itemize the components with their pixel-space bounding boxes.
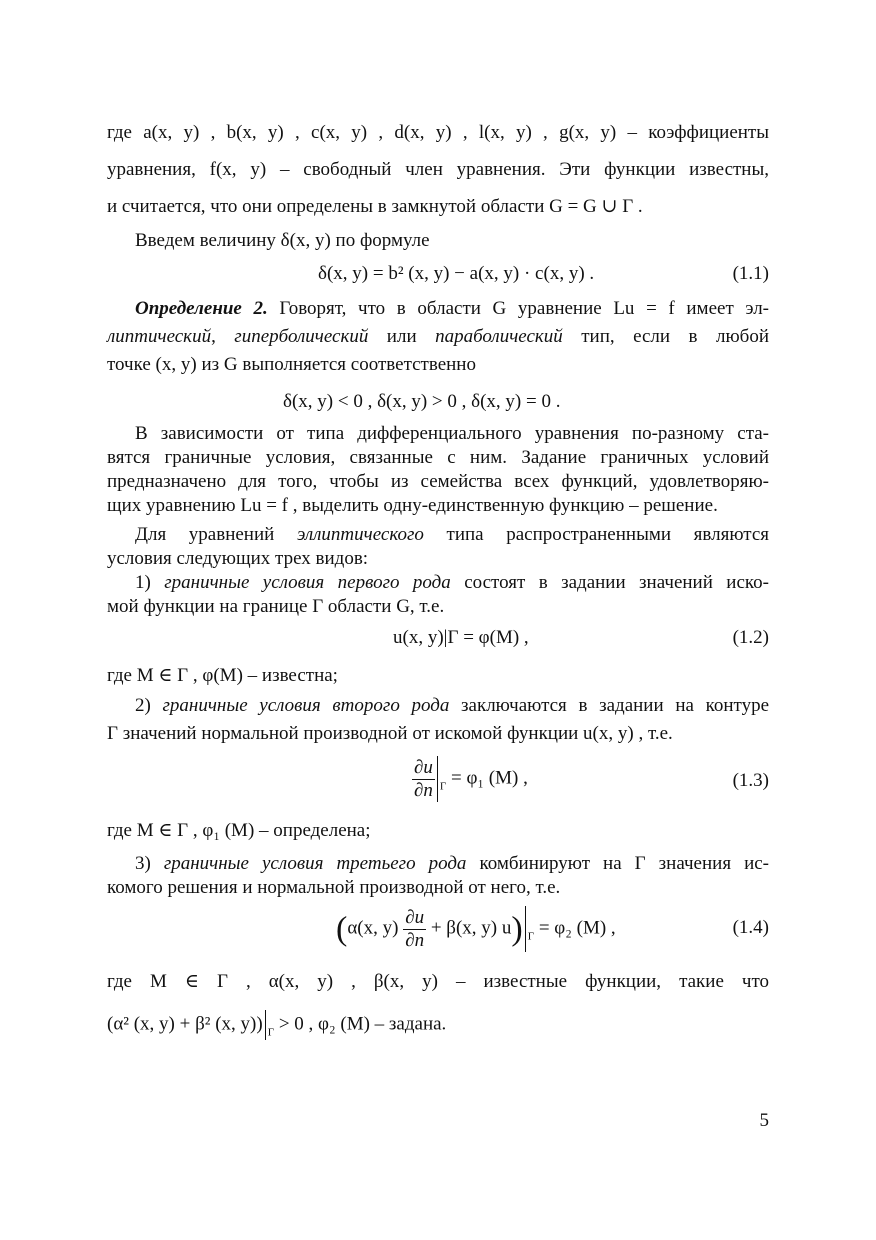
italic-term: граничные условия первого рода <box>164 572 451 593</box>
fraction <box>403 907 426 952</box>
italic-term: граничные условия второго рода <box>162 695 450 716</box>
evaluation-bar <box>437 756 438 802</box>
text-line: мой функции на границе Γ области G, т.е. <box>107 596 445 617</box>
text: состоят в задании значений иско- <box>450 572 769 593</box>
text: Для уравнений <box>135 524 275 545</box>
text-line <box>135 523 769 547</box>
text: комбинируют на Γ значения ис- <box>466 853 769 874</box>
italic-term: параболический <box>435 326 563 347</box>
text-line: где M ∈ Γ , φ₁ (M) – определена; <box>107 820 371 841</box>
equation-rhs: = φ₂ (M) , <box>538 917 616 939</box>
equation-term: (α² (x, y) + β² (x, y)) <box>107 1013 263 1035</box>
denominator: ∂n <box>414 779 433 801</box>
condition-equation: δ(x, y) < 0 , δ(x, y) > 0 , δ(x, y) = 0 . <box>283 391 561 412</box>
page-number: 5 <box>759 1110 769 1131</box>
numerator: ∂u <box>405 906 425 928</box>
numerator: ∂u <box>414 756 433 778</box>
subscript: Γ <box>267 1026 275 1039</box>
italic-term: эллиптического <box>296 524 424 545</box>
text-line <box>107 1010 769 1044</box>
paren-open: ( <box>336 910 348 948</box>
text: типа распространенными являются <box>446 524 769 545</box>
definition-line <box>107 325 769 349</box>
italic-term: липтический <box>107 326 212 347</box>
text-line: вятся граничные условия, связанные с ним. Задание граничных условий <box>107 447 769 468</box>
denominator: ∂n <box>405 929 425 951</box>
text-line <box>135 694 769 718</box>
equation-rhs: = φ₁ (M) , <box>451 767 528 789</box>
text-line: где a(x, y) , b(x, y) , c(x, y) , d(x, y) , l(x, y) , g(x, y) – коэффициенты <box>107 122 769 143</box>
equation-number: (1.3) <box>732 770 769 791</box>
text-line: В зависимости от типа дифференциального уравнения по-разному ста- <box>135 423 769 444</box>
italic-term: граничные условия третьего рода <box>163 853 467 874</box>
text-line: где M ∈ Γ , φ(M) – известна; <box>107 665 338 686</box>
text: тип, если в любой <box>562 326 769 347</box>
text-line: Γ значений нормальной производной от искомой функции u(x, y) , т.е. <box>107 723 673 744</box>
text-line: уравнения, f(x, y) – свободный член уравнения. Эти функции известны, <box>107 159 769 180</box>
equation-number: (1.2) <box>732 627 769 648</box>
text-line: точке (x, y) из G выполняется соответственно <box>107 354 476 375</box>
text: , <box>211 326 235 347</box>
text: 1) <box>135 572 165 593</box>
text-line: и считается, что они определены в замкнутой области G = G ∪ Γ . <box>107 196 643 217</box>
definition-label: Определение 2. <box>135 298 268 319</box>
equation-1-2: u(x, y)|Γ = φ(M) , <box>393 627 529 648</box>
equation-1-4 <box>336 906 616 952</box>
evaluation-bar <box>525 906 526 952</box>
subscript: Γ <box>527 930 535 943</box>
equation-1-3 <box>412 756 528 802</box>
equation-number: (1.1) <box>732 263 769 284</box>
text: > 0 , φ₂ (M) – задана. <box>278 1013 447 1035</box>
text-line: предназначено для того, чтобы из семейства всех функций, удовлетворяю- <box>107 471 769 492</box>
text-line: щих уравнению Lu = f , выделить одну-единственную функцию – решение. <box>107 495 718 516</box>
text-line: условия следующих трех видов: <box>107 548 369 569</box>
text-line: где M ∈ Γ , α(x, y) , β(x, y) – известные функции, такие что <box>107 971 769 992</box>
text-line: комого решения и нормальной производной от него, т.е. <box>107 877 561 898</box>
text-line <box>135 852 769 876</box>
text: или <box>368 326 436 347</box>
text-line <box>135 571 769 595</box>
evaluation-bar <box>265 1010 266 1040</box>
text: 2) <box>135 695 163 716</box>
subscript: Γ <box>439 780 447 793</box>
definition-line <box>135 297 769 321</box>
equation-term: + β(x, y) u <box>430 917 512 939</box>
definition-text: Говорят, что в области G уравнение Lu = f имеет эл- <box>279 298 769 319</box>
paren-close: ) <box>511 910 523 948</box>
equation-number: (1.4) <box>732 917 769 938</box>
equation-1-1: δ(x, y) = b² (x, y) − a(x, y) · c(x, y) . <box>318 263 595 284</box>
text-line: Введем величину δ(x, y) по формуле <box>135 230 430 251</box>
text: 3) <box>135 853 164 874</box>
italic-term: гиперболический <box>234 326 369 347</box>
text: заключаются в задании на контуре <box>449 695 770 716</box>
fraction <box>412 757 435 802</box>
equation-term: α(x, y) <box>347 917 399 939</box>
